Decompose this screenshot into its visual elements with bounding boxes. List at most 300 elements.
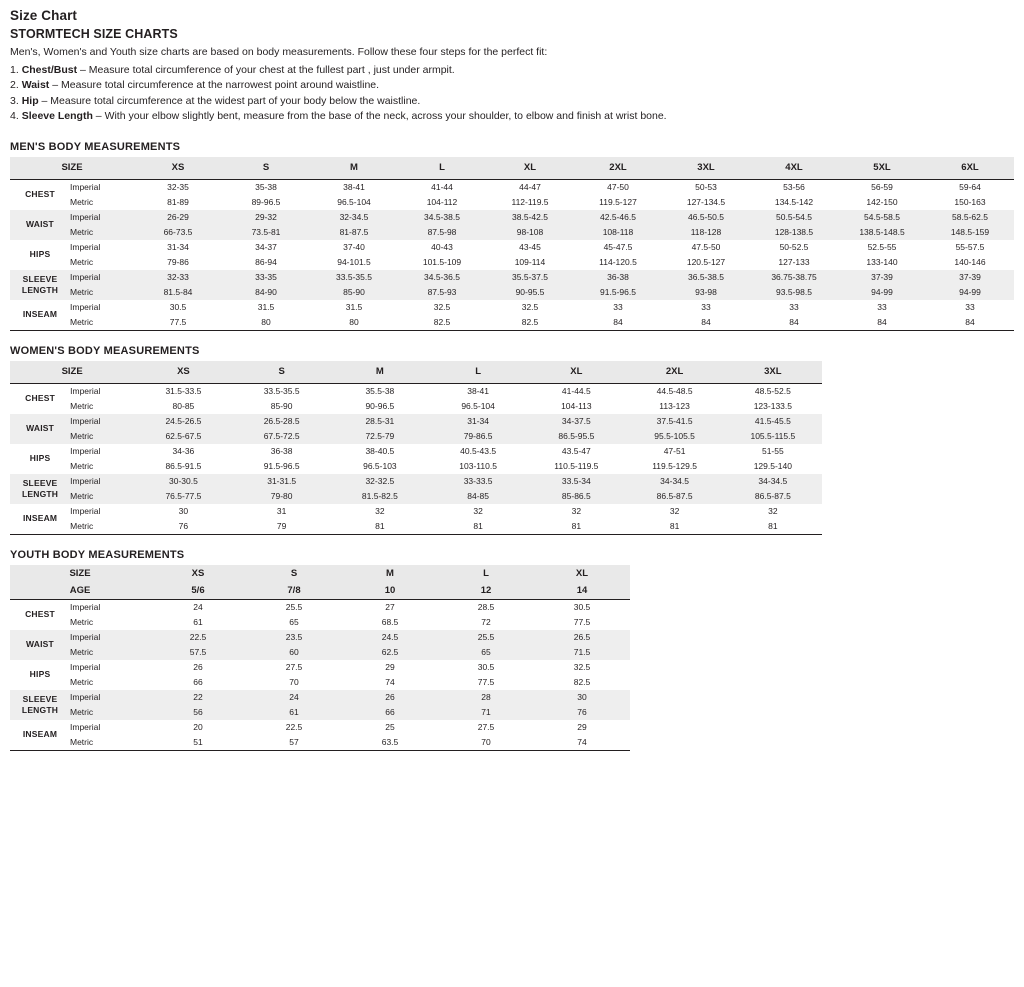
table-row [10, 383, 822, 399]
table-row [10, 690, 630, 705]
table-row [10, 615, 630, 630]
table-row [10, 429, 822, 444]
measurement-value-metric: 72.5-79 [331, 429, 429, 444]
measurement-value-imperial: 47-51 [625, 444, 723, 459]
measurement-value-imperial: 31.5-33.5 [134, 383, 232, 399]
step-number: 4. [10, 110, 22, 122]
measurement-value-metric: 82.5 [486, 315, 574, 331]
table-row [10, 195, 1014, 210]
measurement-value-imperial: 31.5 [222, 300, 310, 315]
measurement-value-imperial: 32 [429, 504, 527, 519]
step-term: Hip [21, 94, 39, 107]
measurement-value-imperial: 30 [134, 504, 232, 519]
table-row [10, 225, 1014, 240]
measurement-value-imperial: 32 [724, 504, 822, 519]
measure-step [10, 63, 1016, 79]
age-column-header: 12 [438, 582, 534, 600]
measurement-value-imperial: 51-55 [724, 444, 822, 459]
measurement-value-metric: 118-128 [662, 225, 750, 240]
measurement-value-metric: 138.5-148.5 [838, 225, 926, 240]
measurement-value-imperial: 33 [662, 300, 750, 315]
measurement-value-metric: 62.5-67.5 [134, 429, 232, 444]
measurement-value-imperial: 26 [342, 690, 438, 705]
measurement-value-imperial: 43-45 [486, 240, 574, 255]
page-title: Size Chart [10, 8, 78, 23]
mens-table-head [10, 157, 1014, 180]
unit-imperial-label: Imperial [70, 504, 134, 519]
measurement-value-imperial: 44-47 [486, 179, 574, 195]
measurement-value-imperial: 36.5-38.5 [662, 270, 750, 285]
measurement-value-metric: 82.5 [398, 315, 486, 331]
measurement-value-metric: 128-138.5 [750, 225, 838, 240]
measurement-value-metric: 74 [534, 735, 630, 751]
measurement-value-imperial: 37.5-41.5 [625, 414, 723, 429]
measurement-value-metric: 79-86 [134, 255, 222, 270]
measurement-value-metric: 86-94 [222, 255, 310, 270]
age-column-header: 10 [342, 582, 438, 600]
measurement-value-imperial: 29-32 [222, 210, 310, 225]
measurement-value-metric: 61 [246, 705, 342, 720]
table-row [10, 599, 630, 615]
age-column-header: 14 [534, 582, 630, 600]
step-number: 3. [10, 94, 22, 107]
table-row [10, 270, 1014, 285]
measurement-value-metric: 86.5-87.5 [724, 489, 822, 504]
measurement-value-metric: 134.5-142 [750, 195, 838, 210]
measurement-value-imperial: 32-35 [134, 179, 222, 195]
unit-metric-label: Metric [70, 429, 134, 444]
measurement-value-imperial: 46.5-50.5 [662, 210, 750, 225]
measurement-value-imperial: 41-44 [398, 179, 486, 195]
measurement-value-metric: 89-96.5 [222, 195, 310, 210]
measurement-row-label: HIPS [10, 660, 70, 690]
womens-section-title: WOMEN'S BODY MEASUREMENTS [10, 344, 200, 357]
size-column-header: 5XL [838, 157, 926, 180]
measurement-value-metric: 80 [310, 315, 398, 331]
measurement-value-metric: 81 [724, 519, 822, 535]
measurement-value-metric: 63.5 [342, 735, 438, 751]
unit-metric-label: Metric [70, 489, 134, 504]
measurement-value-metric: 90-95.5 [486, 285, 574, 300]
measurement-value-imperial: 44.5-48.5 [625, 383, 723, 399]
unit-metric-label: Metric [70, 399, 134, 414]
measurement-value-imperial: 35.5-38 [331, 383, 429, 399]
youth-size-header: SIZE [10, 565, 150, 582]
measurement-value-metric: 91.5-96.5 [233, 459, 331, 474]
unit-metric-label: Metric [70, 615, 150, 630]
measurement-value-imperial: 33.5-34 [527, 474, 625, 489]
measurement-row-label: CHEST [10, 179, 70, 210]
youth-section-title: YOUTH BODY MEASUREMENTS [10, 548, 185, 561]
measurement-value-metric: 140-146 [926, 255, 1014, 270]
measurement-value-metric: 148.5-159 [926, 225, 1014, 240]
measurement-value-metric: 142-150 [838, 195, 926, 210]
size-column-header: M [310, 157, 398, 180]
measurement-value-imperial: 58.5-62.5 [926, 210, 1014, 225]
measurement-value-imperial: 20 [150, 720, 246, 735]
unit-metric-label: Metric [70, 255, 134, 270]
measurement-value-imperial: 34-34.5 [724, 474, 822, 489]
unit-metric-label: Metric [70, 675, 150, 690]
measurement-value-metric: 85-86.5 [527, 489, 625, 504]
measurement-value-metric: 133-140 [838, 255, 926, 270]
size-column-header: XL [534, 565, 630, 582]
measurement-value-metric: 120.5-127 [662, 255, 750, 270]
youth-header-row-size [10, 565, 630, 582]
table-row [10, 660, 630, 675]
measurement-row-label: INSEAM [10, 720, 70, 751]
table-row [10, 285, 1014, 300]
measurement-value-metric: 96.5-104 [429, 399, 527, 414]
measurement-value-imperial: 33-35 [222, 270, 310, 285]
measurement-value-imperial: 48.5-52.5 [724, 383, 822, 399]
measurement-row-label: CHEST [10, 383, 70, 414]
measurement-value-imperial: 22.5 [246, 720, 342, 735]
unit-metric-label: Metric [70, 225, 134, 240]
mens-table-body [10, 179, 1014, 330]
unit-imperial-label: Imperial [70, 210, 134, 225]
measurement-value-metric: 66 [150, 675, 246, 690]
measurement-value-imperial: 32.5 [398, 300, 486, 315]
measurement-value-imperial: 28 [438, 690, 534, 705]
measurement-value-imperial: 36.75-38.75 [750, 270, 838, 285]
measurement-value-metric: 66 [342, 705, 438, 720]
step-term: Chest/Bust [21, 63, 78, 76]
measurement-value-imperial: 33-33.5 [429, 474, 527, 489]
measurement-value-metric: 51 [150, 735, 246, 751]
size-column-header: 3XL [724, 361, 822, 384]
measurement-value-imperial: 30 [534, 690, 630, 705]
measurement-value-metric: 71 [438, 705, 534, 720]
measurement-value-metric: 123-133.5 [724, 399, 822, 414]
measurement-value-metric: 86.5-95.5 [527, 429, 625, 444]
step-text: – Measure total circumference at the widest part of your body below the waistline. [38, 94, 421, 107]
table-row [10, 474, 822, 489]
measurement-value-metric: 86.5-91.5 [134, 459, 232, 474]
measurement-value-metric: 110.5-119.5 [527, 459, 625, 474]
measurement-value-metric: 76 [534, 705, 630, 720]
measurement-value-imperial: 23.5 [246, 630, 342, 645]
measurement-row-label: SLEEVE LENGTH [10, 474, 70, 504]
measurement-value-metric: 94-99 [838, 285, 926, 300]
measurement-value-imperial: 24 [150, 599, 246, 615]
measurement-value-metric: 113-123 [625, 399, 723, 414]
size-column-header: S [233, 361, 331, 384]
measurement-row-label: INSEAM [10, 300, 70, 331]
measurement-value-imperial: 31-31.5 [233, 474, 331, 489]
table-row [10, 675, 630, 690]
table-row [10, 735, 630, 751]
intro-text: Men's, Women's and Youth size charts are based on body measurements. Follow these four steps for the perfect fit: [10, 46, 548, 58]
measurement-value-metric: 94-99 [926, 285, 1014, 300]
mens-size-header: SIZE [10, 157, 134, 180]
measurement-value-imperial: 26-29 [134, 210, 222, 225]
measure-steps [10, 63, 1016, 125]
measurement-row-label: WAIST [10, 630, 70, 660]
measurement-value-metric: 119.5-129.5 [625, 459, 723, 474]
measurement-value-imperial: 36-38 [574, 270, 662, 285]
size-column-header: XS [134, 361, 232, 384]
measurement-value-imperial: 33.5-35.5 [233, 383, 331, 399]
measurement-row-label: CHEST [10, 599, 70, 630]
measurement-value-imperial: 37-40 [310, 240, 398, 255]
measurement-value-imperial: 30.5 [534, 599, 630, 615]
measurement-value-metric: 84 [838, 315, 926, 331]
measurement-value-metric: 91.5-96.5 [574, 285, 662, 300]
measurement-value-metric: 84-90 [222, 285, 310, 300]
measurement-value-metric: 95.5-105.5 [625, 429, 723, 444]
measurement-value-imperial: 24.5 [342, 630, 438, 645]
measurement-value-metric: 81 [625, 519, 723, 535]
measurement-value-metric: 66-73.5 [134, 225, 222, 240]
youth-header-row-age [10, 582, 630, 600]
measurement-value-imperial: 33 [838, 300, 926, 315]
size-column-header: XL [527, 361, 625, 384]
page-subtitle: STORMTECH SIZE CHARTS [10, 27, 178, 41]
size-column-header: L [438, 565, 534, 582]
measurement-value-metric: 94-101.5 [310, 255, 398, 270]
size-column-header: 2XL [625, 361, 723, 384]
measurement-value-imperial: 32-34.5 [310, 210, 398, 225]
measurement-value-imperial: 33 [750, 300, 838, 315]
measurement-value-metric: 93.5-98.5 [750, 285, 838, 300]
measurement-row-label: SLEEVE LENGTH [10, 270, 70, 300]
measurement-value-metric: 76 [134, 519, 232, 535]
measurement-value-imperial: 32 [625, 504, 723, 519]
measurement-value-metric: 103-110.5 [429, 459, 527, 474]
measurement-value-imperial: 32-32.5 [331, 474, 429, 489]
unit-metric-label: Metric [70, 285, 134, 300]
measurement-value-metric: 104-112 [398, 195, 486, 210]
size-column-header: XS [150, 565, 246, 582]
measurement-value-imperial: 54.5-58.5 [838, 210, 926, 225]
measurement-value-imperial: 34-37 [222, 240, 310, 255]
measurement-value-imperial: 38-41 [310, 179, 398, 195]
measurement-value-metric: 81-87.5 [310, 225, 398, 240]
measurement-value-metric: 62.5 [342, 645, 438, 660]
measurement-value-metric: 65 [246, 615, 342, 630]
measurement-value-imperial: 24.5-26.5 [134, 414, 232, 429]
youth-age-header: AGE [10, 582, 150, 600]
size-column-header: 3XL [662, 157, 750, 180]
measurement-value-imperial: 34.5-36.5 [398, 270, 486, 285]
measurement-value-imperial: 33 [574, 300, 662, 315]
measurement-value-imperial: 50-53 [662, 179, 750, 195]
measurement-value-imperial: 27.5 [438, 720, 534, 735]
measure-step [10, 109, 1016, 125]
measurement-value-imperial: 41-44.5 [527, 383, 625, 399]
size-column-header: S [222, 157, 310, 180]
measurement-value-metric: 65 [438, 645, 534, 660]
measurement-value-metric: 81.5-82.5 [331, 489, 429, 504]
measurement-value-metric: 73.5-81 [222, 225, 310, 240]
measurement-value-imperial: 26.5 [534, 630, 630, 645]
measurement-value-imperial: 24 [246, 690, 342, 705]
unit-imperial-label: Imperial [70, 599, 150, 615]
measurement-value-imperial: 32.5 [486, 300, 574, 315]
measurement-value-metric: 114-120.5 [574, 255, 662, 270]
measurement-value-imperial: 38-40.5 [331, 444, 429, 459]
womens-table-head [10, 361, 822, 384]
unit-metric-label: Metric [70, 645, 150, 660]
measurement-value-imperial: 22.5 [150, 630, 246, 645]
table-row [10, 315, 1014, 331]
measurement-value-metric: 81-89 [134, 195, 222, 210]
measurement-value-imperial: 32 [331, 504, 429, 519]
mens-section-title: MEN'S BODY MEASUREMENTS [10, 140, 181, 153]
measurement-value-metric: 112-119.5 [486, 195, 574, 210]
measurement-value-imperial: 55-57.5 [926, 240, 1014, 255]
measurement-value-metric: 96.5-103 [331, 459, 429, 474]
measurement-value-metric: 96.5-104 [310, 195, 398, 210]
size-column-header: L [429, 361, 527, 384]
measurement-value-metric: 85-90 [310, 285, 398, 300]
measurement-value-imperial: 33.5-35.5 [310, 270, 398, 285]
youth-size-table [10, 565, 630, 751]
measurement-value-metric: 61 [150, 615, 246, 630]
unit-imperial-label: Imperial [70, 240, 134, 255]
table-row [10, 630, 630, 645]
unit-metric-label: Metric [70, 195, 134, 210]
measurement-value-imperial: 36-38 [233, 444, 331, 459]
measurement-value-metric: 129.5-140 [724, 459, 822, 474]
step-number: 2. [10, 79, 22, 91]
measurement-value-imperial: 25.5 [246, 599, 342, 615]
unit-imperial-label: Imperial [70, 300, 134, 315]
measurement-value-metric: 67.5-72.5 [233, 429, 331, 444]
measurement-value-metric: 86.5-87.5 [625, 489, 723, 504]
womens-size-table [10, 361, 822, 535]
measurement-value-metric: 80-85 [134, 399, 232, 414]
measurement-value-imperial: 25.5 [438, 630, 534, 645]
unit-metric-label: Metric [70, 459, 134, 474]
size-column-header: 6XL [926, 157, 1014, 180]
womens-header-row [10, 361, 822, 384]
measurement-value-imperial: 31 [233, 504, 331, 519]
unit-imperial-label: Imperial [70, 414, 134, 429]
measurement-value-imperial: 26.5-28.5 [233, 414, 331, 429]
measurement-value-metric: 81.5-84 [134, 285, 222, 300]
unit-metric-label: Metric [70, 315, 134, 331]
measurement-value-imperial: 40.5-43.5 [429, 444, 527, 459]
unit-imperial-label: Imperial [70, 270, 134, 285]
step-term: Waist [21, 79, 50, 91]
table-row [10, 705, 630, 720]
unit-imperial-label: Imperial [70, 383, 134, 399]
size-column-header: M [342, 565, 438, 582]
size-column-header: S [246, 565, 342, 582]
measurement-row-label: HIPS [10, 240, 70, 270]
youth-table-head [10, 565, 630, 600]
measurement-value-imperial: 30.5 [438, 660, 534, 675]
measurement-value-metric: 60 [246, 645, 342, 660]
measurement-value-imperial: 25 [342, 720, 438, 735]
measurement-value-metric: 71.5 [534, 645, 630, 660]
measurement-value-imperial: 27.5 [246, 660, 342, 675]
size-column-header: L [398, 157, 486, 180]
table-row [10, 645, 630, 660]
measure-step [10, 78, 1016, 94]
measurement-value-metric: 70 [246, 675, 342, 690]
measurement-value-imperial: 32.5 [534, 660, 630, 675]
measurement-value-metric: 77.5 [438, 675, 534, 690]
unit-imperial-label: Imperial [70, 179, 134, 195]
table-row [10, 519, 822, 535]
size-column-header: 2XL [574, 157, 662, 180]
table-row [10, 300, 1014, 315]
youth-table-body [10, 599, 630, 750]
measurement-value-imperial: 34-37.5 [527, 414, 625, 429]
measurement-value-metric: 81 [527, 519, 625, 535]
measurement-value-imperial: 31-34 [134, 240, 222, 255]
measurement-value-metric: 74 [342, 675, 438, 690]
measurement-value-imperial: 31.5 [310, 300, 398, 315]
unit-imperial-label: Imperial [70, 630, 150, 645]
size-column-header: XL [486, 157, 574, 180]
size-column-header: XS [134, 157, 222, 180]
measurement-value-metric: 68.5 [342, 615, 438, 630]
measurement-value-imperial: 31-34 [429, 414, 527, 429]
measurement-value-imperial: 45-47.5 [574, 240, 662, 255]
womens-size-header: SIZE [10, 361, 134, 384]
step-number: 1. [10, 63, 22, 76]
measurement-value-imperial: 53-56 [750, 179, 838, 195]
measurement-value-metric: 84 [750, 315, 838, 331]
measurement-value-metric: 72 [438, 615, 534, 630]
measurement-value-imperial: 30-30.5 [134, 474, 232, 489]
measurement-value-metric: 85-90 [233, 399, 331, 414]
measurement-value-imperial: 33 [926, 300, 1014, 315]
step-text: – Measure total circumference at the narrowest point around waistline. [49, 79, 380, 91]
measurement-value-metric: 80 [222, 315, 310, 331]
measurement-value-metric: 79 [233, 519, 331, 535]
measurement-value-imperial: 34-34.5 [625, 474, 723, 489]
measurement-value-metric: 101.5-109 [398, 255, 486, 270]
measurement-value-imperial: 32-33 [134, 270, 222, 285]
unit-imperial-label: Imperial [70, 660, 150, 675]
measurement-value-metric: 57.5 [150, 645, 246, 660]
measurement-value-imperial: 40-43 [398, 240, 486, 255]
measurement-value-metric: 76.5-77.5 [134, 489, 232, 504]
measurement-value-imperial: 47-50 [574, 179, 662, 195]
table-row [10, 240, 1014, 255]
measurement-value-imperial: 26 [150, 660, 246, 675]
unit-metric-label: Metric [70, 705, 150, 720]
measurement-value-imperial: 38.5-42.5 [486, 210, 574, 225]
table-row [10, 210, 1014, 225]
unit-imperial-label: Imperial [70, 444, 134, 459]
measurement-value-imperial: 37-39 [926, 270, 1014, 285]
measurement-value-imperial: 52.5-55 [838, 240, 926, 255]
mens-header-row [10, 157, 1014, 180]
measurement-value-metric: 90-96.5 [331, 399, 429, 414]
measurement-row-label: WAIST [10, 414, 70, 444]
size-column-header: 4XL [750, 157, 838, 180]
measurement-row-label: WAIST [10, 210, 70, 240]
measurement-value-imperial: 22 [150, 690, 246, 705]
age-column-header: 7/8 [246, 582, 342, 600]
step-text: – Measure total circumference of your chest at the fullest part , just under armpit. [77, 63, 455, 76]
measurement-value-metric: 77.5 [134, 315, 222, 331]
measurement-value-imperial: 56-59 [838, 179, 926, 195]
step-text: – With your elbow slightly bent, measure from the base of the neck, across your shoulder, to elbow and finish at wrist bone. [92, 110, 667, 122]
measurement-value-metric: 87.5-98 [398, 225, 486, 240]
measurement-value-imperial: 37-39 [838, 270, 926, 285]
measurement-value-metric: 119.5-127 [574, 195, 662, 210]
unit-metric-label: Metric [70, 735, 150, 751]
table-row [10, 255, 1014, 270]
measurement-value-imperial: 43.5-47 [527, 444, 625, 459]
